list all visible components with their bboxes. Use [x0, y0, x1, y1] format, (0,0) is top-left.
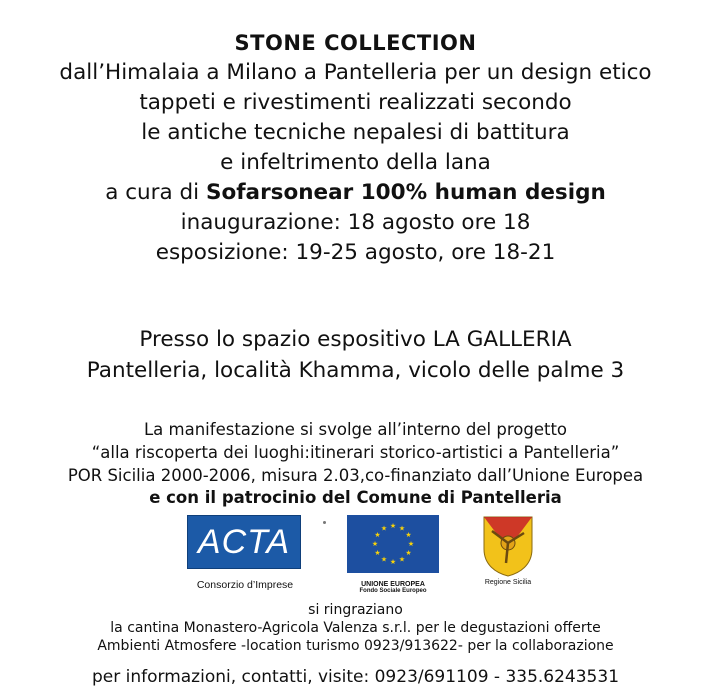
svg-text:★: ★ [374, 531, 381, 539]
speck [323, 521, 326, 524]
svg-text:★: ★ [398, 524, 406, 533]
curator-name: Sofarsonear 100% human design [205, 180, 606, 205]
svg-text:★: ★ [407, 540, 415, 548]
venue-line-1: Presso lo spazio espositivo LA GALLERIA [139, 327, 572, 352]
contact-line: per informazioni, contatti, visite: 0923/691109 - 335.6243531 [91, 667, 620, 687]
intro-line-2: tappeti e rivestimenti realizzati secondo [139, 90, 572, 115]
intro-line-1: dall’Himalaia a Milano a Pantelleria per un design etico [59, 60, 652, 85]
svg-text:★: ★ [405, 549, 412, 557]
venue-line-2: Pantelleria, località Khamma, vicolo delle palme 3 [86, 358, 625, 383]
svg-text:★: ★ [398, 555, 406, 564]
thanks-line-2: Ambienti Atmosfere -location turismo 0923/913622- per la collaborazione [97, 638, 614, 654]
sicilia-crest-icon [482, 515, 534, 577]
svg-text:★: ★ [380, 524, 388, 533]
thanks-heading: si ringraziano [308, 602, 403, 618]
exhibition-dates: esposizione: 19-25 agosto, ore 18-21 [155, 240, 556, 265]
eu-logo [347, 515, 439, 595]
eu-flag-icon [347, 515, 439, 573]
patronage-line: e con il patrocinio del Comune di Pantelleria [149, 488, 562, 507]
svg-text:★: ★ [380, 555, 388, 564]
eu-caption-1: UNIONE EUROPEA [361, 581, 425, 588]
project-line-3: POR Sicilia 2000-2006, misura 2.03,co-finanziato dall’Unione Europea [67, 466, 644, 485]
acta-logo [187, 515, 303, 595]
curator-line [0, 180, 711, 205]
curator-prefix: a cura di [105, 180, 206, 205]
project-line-1: La manifestazione si svolge all’interno del progetto [143, 420, 568, 439]
svg-text:★: ★ [389, 522, 397, 530]
svg-text:★: ★ [371, 540, 379, 548]
eu-caption-2: Fondo Sociale Europeo [359, 588, 427, 594]
svg-text:★: ★ [389, 558, 397, 566]
event-title: STONE COLLECTION [234, 31, 477, 55]
acta-caption: Consorzio d’Imprese [196, 579, 294, 591]
acta-logo-mark: ACTA [197, 522, 291, 561]
svg-text:★: ★ [405, 531, 412, 539]
intro-line-3: le antiche tecniche nepalesi di battitura [141, 120, 570, 145]
sicilia-caption: Regione Sicilia [484, 579, 532, 586]
intro-line-4: e infeltrimento della lana [220, 150, 491, 175]
svg-text:★: ★ [374, 549, 381, 557]
sicilia-logo [476, 515, 540, 600]
thanks-line-1: la cantina Monastero-Agricola Valenza s.r.l. per le degustazioni offerte [110, 620, 601, 636]
project-line-2: “alla riscoperta dei luoghi:itinerari storico-artistici a Pantelleria” [91, 443, 620, 462]
acta-logo-box [187, 515, 301, 569]
opening-date: inaugurazione: 18 agosto ore 18 [180, 210, 531, 235]
